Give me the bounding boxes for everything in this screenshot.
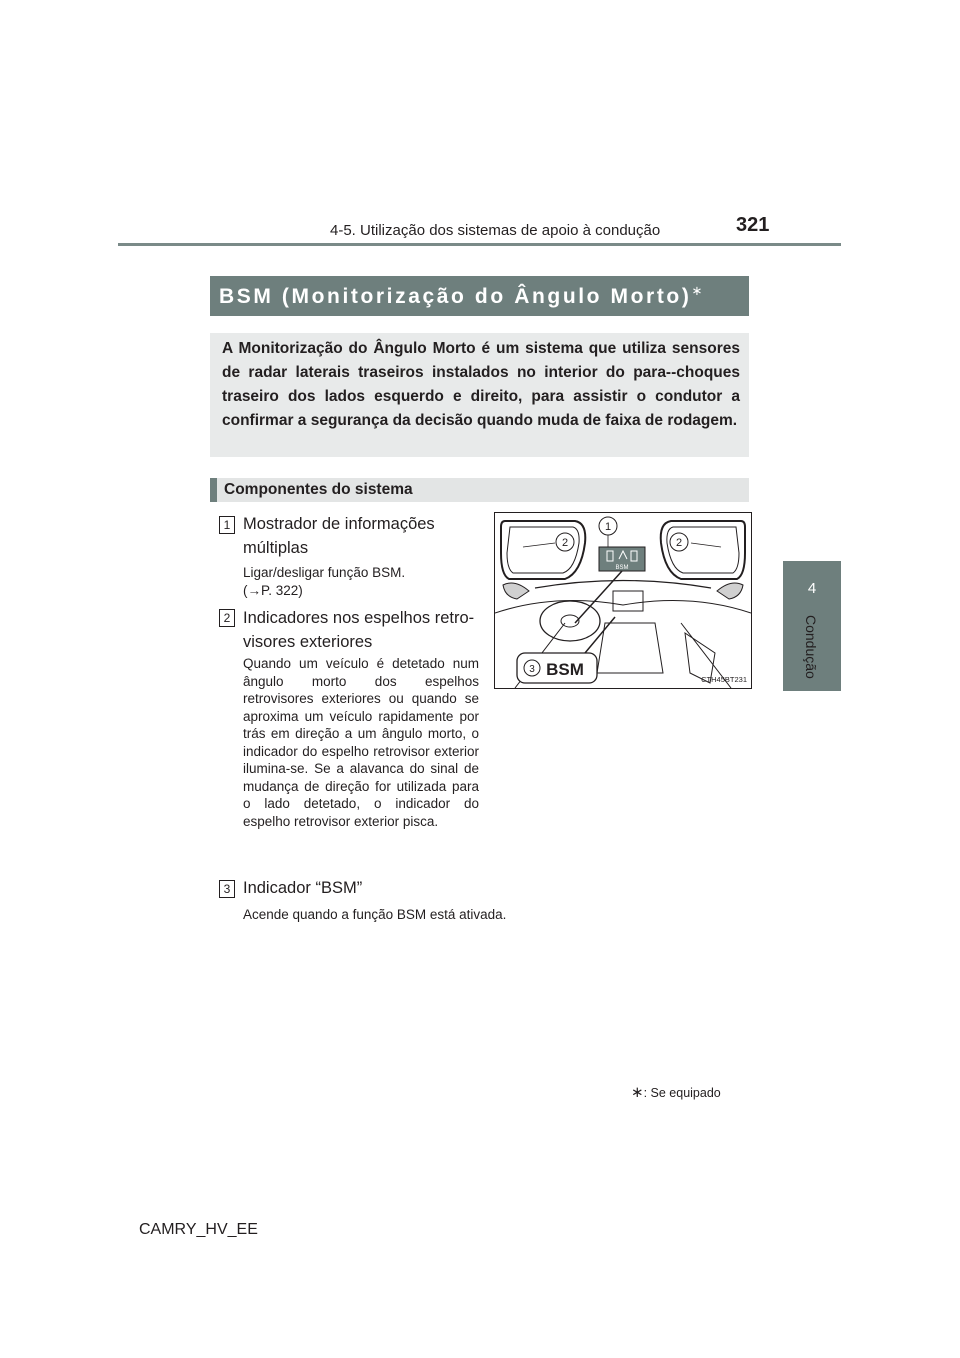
- item-1-title-line2: múltiplas: [243, 539, 309, 557]
- item-1-body: Ligar/desligar função BSM.: [243, 565, 406, 580]
- illustration-code: CTH45BT231: [701, 675, 747, 684]
- title-asterisk: ∗: [691, 283, 703, 298]
- steering-wheel: [540, 601, 600, 641]
- chapter-label: Condução: [803, 615, 819, 679]
- footer-model: CAMRY_HV_EE: [139, 1221, 258, 1238]
- center-console: [597, 623, 663, 673]
- display-bsm-text: BSM: [615, 565, 629, 571]
- dashboard-drawing: [495, 513, 751, 688]
- callout-2-right-text: 2: [675, 537, 683, 549]
- bsm-indicator-text: BSM: [546, 660, 584, 679]
- right-mirror: [661, 521, 745, 579]
- intro-text: A Monitorização do Ângulo Morto é um sistema que utiliza sensores de radar laterais traseiros instalados no interior do para--choques traseiro dos lados esquerdo e direito, para assistir o condutor a confirmar a segurança da decisão quando muda de faixa de rodagem.: [222, 340, 740, 429]
- header-divider: [118, 243, 841, 246]
- bsm-illustration: [494, 512, 752, 689]
- item-number-1: 1: [219, 516, 235, 534]
- center-screen: [613, 591, 643, 611]
- right-mirror-mount: [717, 583, 743, 599]
- footnote-mark: ∗: [631, 1084, 644, 1101]
- dashboard-top-line: [535, 581, 711, 589]
- item-2-title-line2: visores exteriores: [243, 633, 373, 651]
- item-1-reference: (→P. 322): [243, 583, 303, 598]
- callout-1-text: 1: [604, 521, 612, 533]
- item-3-body: Acende quando a função BSM está ativada.: [243, 907, 507, 922]
- subheading: Componentes do sistema: [224, 481, 413, 498]
- left-mirror-mount: [503, 583, 529, 599]
- page-title: [219, 283, 702, 309]
- item-2-title-line1: Indicadores nos espelhos retro-: [243, 609, 475, 627]
- page-title-text: BSM (Monitorização do Ângulo Morto): [219, 285, 692, 308]
- item-3-title: Indicador “BSM”: [243, 879, 363, 897]
- footnote: [631, 1083, 721, 1101]
- subheading-accent: [210, 478, 217, 502]
- item-number-2: 2: [219, 609, 235, 627]
- page-number: 321: [736, 214, 770, 236]
- footnote-text: : Se equipado: [643, 1086, 721, 1100]
- callout-3-text: 3: [529, 664, 535, 675]
- item-1-title-line1: Mostrador de informações: [243, 515, 435, 533]
- chapter-number: 4: [807, 580, 817, 597]
- left-mirror: [501, 521, 585, 579]
- callout-2-left-text: 2: [561, 537, 569, 549]
- item-2-body: Quando um veículo é detetado num ângulo morto dos espelhos retrovisores exteriores ou quando se aproxima um veículo rapidamente por trás em direção a um ângulo morto, o indicador do espelho retrovisor exterior ilumina-se. Se a alavanca do sinal de mudança de direção for utilizada para o lado detetado, o indicador do espelho retrovisor exterior pisca.: [243, 656, 479, 829]
- header-section-title: 4-5. Utilização dos sistemas de apoio à condução: [330, 222, 661, 239]
- item-number-3: 3: [219, 880, 235, 898]
